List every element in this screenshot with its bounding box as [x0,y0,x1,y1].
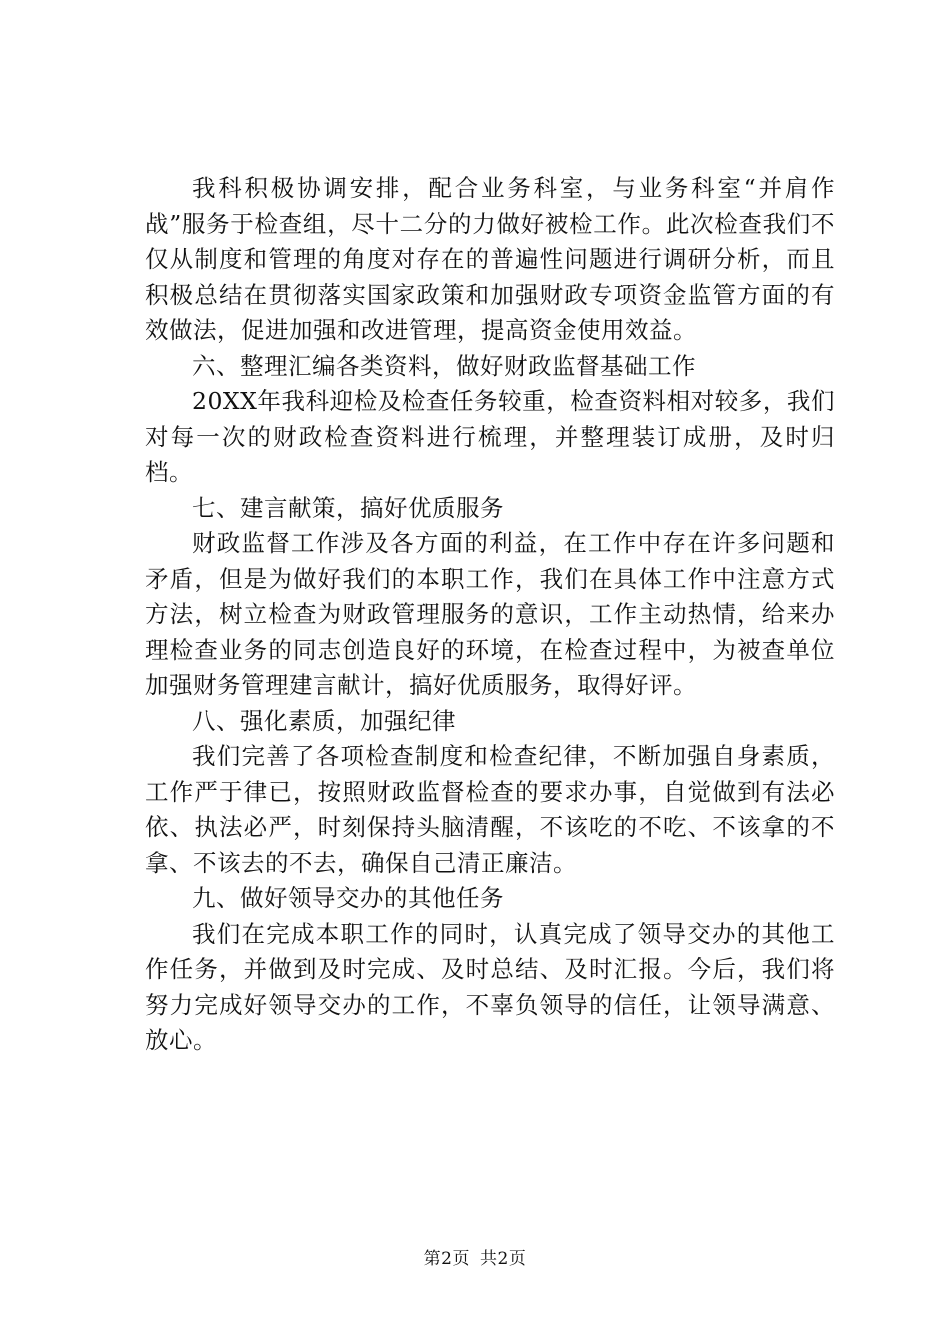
page-footer [0,1244,950,1269]
body-paragraph: 我科积极协调安排，配合业务科室，与业务科室“并肩作战”服务于检查组，尽十二分的力做好被检工作。此次检查我们不仅从制度和管理的角度对存在的普遍性问题进行调研分析，而且积极总结在贯彻落实国家政策和加强财政专项资金监管方面的有效做法，促进加强和改进管理，提高资金使用效益。 [145,174,835,344]
section-heading: 九、做好领导交办的其他任务 [192,884,504,912]
body-paragraph: 我们完善了各项检查制度和检查纪律，不断加强自身素质，工作严于律已，按照财政监督检查的要求办事，自觉做到有法必依、执法必严，时刻保持头脑清醒，不该吃的不吃、不该拿的不拿、不该去的不去，确保自己清正廉洁。 [145,742,835,877]
section-heading: 七、建言献策，搞好优质服务 [192,493,504,522]
page-number: 第2页 [423,1249,470,1269]
section-heading: 六、整理汇编各类资料，做好财政监督基础工作 [192,351,696,380]
document-body [145,171,835,1059]
section-heading: 八、强化素质，加强纪律 [192,706,456,735]
body-paragraph: 我们在完成本职工作的同时，认真完成了领导交办的其他工作任务，并做到及时完成、及时总结、及时汇报。今后，我们将努力完成好领导交办的工作，不辜负领导的信任，让领导满意、放心。 [145,919,835,1054]
body-paragraph: 20XX年我科迎检及检查任务较重，检查资料相对较多，我们对每一次的财政检查资料进行梳理，并整理装订成册，及时归档。 [145,387,835,486]
body-paragraph: 财政监督工作涉及各方面的利益，在工作中存在许多问题和矛盾，但是为做好我们的本职工作，我们在具体工作中注意方式方法，树立检查为财政管理服务的意识，工作主动热情，给来办理检查业务的同志创造良好的环境，在检查过程中，为被查单位加强财务管理建言献计，搞好优质服务，取得好评。 [145,529,835,699]
page-total: 共2页 [480,1249,527,1269]
